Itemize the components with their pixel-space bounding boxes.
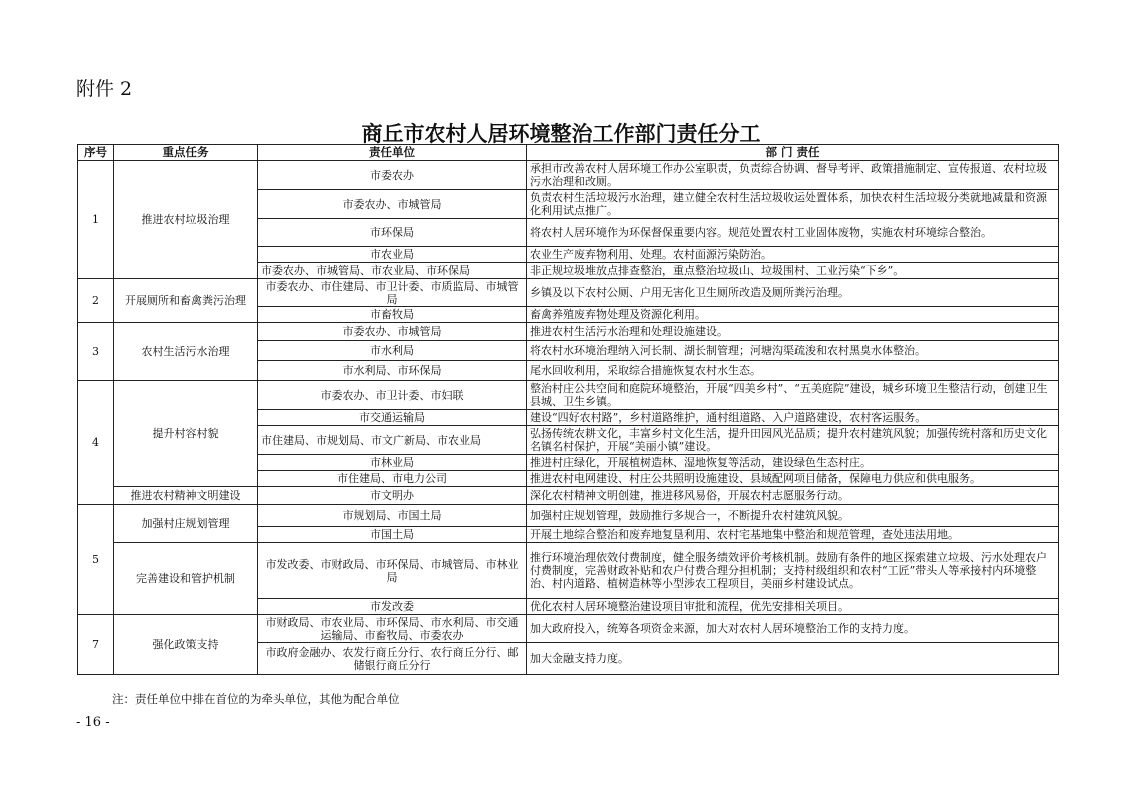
unit-cell: 市林业局 [258, 455, 527, 471]
responsibility-cell: 开展土地综合整治和废弃地复垦利用、农村宅基地集中整治和规范管理，查处违法用地。 [527, 527, 1059, 543]
responsibility-cell: 加大政府投入，统筹各项资金来源，加大对农村人居环境整治工作的支持力度。 [527, 615, 1059, 643]
responsibility-cell: 非正规垃圾堆放点排查整治，重点整治垃圾山、垃圾围村、工业污染“下乡”。 [527, 263, 1059, 279]
task-cell: 推进农村垃圾治理 [114, 161, 258, 279]
unit-cell: 市委农办、市城管局 [258, 190, 527, 219]
responsibility-cell: 深化农村精神文明创建，推进移风易俗，开展农村志愿服务行动。 [527, 487, 1059, 505]
task-cell: 推进农村精神文明建设 [114, 487, 258, 505]
responsibility-cell: 加大金融支持力度。 [527, 643, 1059, 675]
header-unit: 责任单位 [258, 145, 527, 161]
page-number: - 16 - [76, 715, 110, 730]
row-number: 3 [78, 323, 114, 381]
table-row [78, 279, 1059, 307]
unit-cell: 市政府金融办、农发行商丘分行、农行商丘分行、邮储银行商丘分行 [258, 643, 527, 675]
task-cell: 开展厕所和畜禽粪污治理 [114, 279, 258, 323]
responsibility-table [77, 144, 1059, 675]
table-row [78, 505, 1059, 527]
row-number: 1 [78, 161, 114, 279]
unit-cell: 市委农办、市城管局 [258, 323, 527, 341]
unit-cell: 市规划局、市国土局 [258, 505, 527, 527]
responsibility-cell: 乡镇及以下农村公厕、户用无害化卫生厕所改造及厕所粪污治理。 [527, 279, 1059, 307]
table-row [78, 161, 1059, 190]
row-number: 7 [78, 615, 114, 675]
unit-cell: 市委农办 [258, 161, 527, 190]
header-task: 重点任务 [114, 145, 258, 161]
responsibility-cell: 将农村水环境治理纳入河长制、湖长制管理；河塘沟渠疏浚和农村黑臭水体整治。 [527, 341, 1059, 361]
responsibility-cell: 负责农村生活垃圾污水治理，建立健全农村生活垃圾收运处置体系，加快农村生活垃圾分类就地减量和资源化利用试点推广。 [527, 190, 1059, 219]
unit-cell: 市发改委、市财政局、市环保局、市城管局、市林业局 [258, 543, 527, 599]
responsibility-cell: 推进农村生活污水治理和处理设施建设。 [527, 323, 1059, 341]
task-cell: 加强村庄规划管理 [114, 505, 258, 543]
header-no: 序号 [78, 145, 114, 161]
table-row [78, 543, 1059, 599]
unit-cell: 市水利局 [258, 341, 527, 361]
unit-cell: 市水利局、市环保局 [258, 361, 527, 381]
unit-cell: 市农业局 [258, 247, 527, 263]
table-row [78, 381, 1059, 410]
unit-cell: 市委农办、市城管局、市农业局、市环保局 [258, 263, 527, 279]
responsibility-cell: 畜禽养殖废弃物处理及资源化利用。 [527, 307, 1059, 323]
responsibility-cell: 农业生产废弃物利用、处理。农村面源污染防治。 [527, 247, 1059, 263]
table-row [78, 615, 1059, 643]
unit-cell: 市住建局、市规划局、市文广新局、市农业局 [258, 426, 527, 455]
unit-cell: 市环保局 [258, 219, 527, 247]
task-cell: 农村生活污水治理 [114, 323, 258, 381]
table-footnote: 注：责任单位中排在首位的为牵头单位，其他为配合单位 [112, 692, 400, 706]
unit-cell: 市交通运输局 [258, 410, 527, 426]
row-number: 4 [78, 381, 114, 505]
header-responsibility: 部 门 责任 [527, 145, 1059, 161]
attachment-label: 附件 2 [76, 78, 133, 100]
responsibility-cell: 将农村人居环境作为环保督保重要内容。规范处置农村工业固体废物，实施农村环境综合整治。 [527, 219, 1059, 247]
task-cell: 强化政策支持 [114, 615, 258, 675]
table-row [78, 323, 1059, 341]
task-cell: 提升村容村貌 [114, 381, 258, 487]
table-row [78, 487, 1059, 505]
unit-cell: 市国土局 [258, 527, 527, 543]
document-title: 商丘市农村人居环境整治工作部门责任分工 [361, 122, 761, 146]
responsibility-cell: 加强村庄规划管理，鼓励推行多规合一，不断提升农村建筑风貌。 [527, 505, 1059, 527]
responsibility-cell: 推进村庄绿化，开展植树造林、湿地恢复等活动，建设绿色生态村庄。 [527, 455, 1059, 471]
row-number: 2 [78, 279, 114, 323]
table-header-row [78, 145, 1059, 161]
responsibility-cell: 承担市改善农村人居环境工作办公室职责，负责综合协调、督导考评、政策措施制定、宣传报道、农村垃圾污水治理和改厕。 [527, 161, 1059, 190]
responsibility-cell: 建设“四好农村路”，乡村道路维护，通村组道路、入户道路建设，农村客运服务。 [527, 410, 1059, 426]
unit-cell: 市委农办、市卫计委、市妇联 [258, 381, 527, 410]
unit-cell: 市畜牧局 [258, 307, 527, 323]
unit-cell: 市发改委 [258, 599, 527, 615]
unit-cell: 市委农办、市住建局、市卫计委、市质监局、市城管局 [258, 279, 527, 307]
responsibility-cell: 弘扬传统农耕文化，丰富乡村文化生活，提升田园风光品质；提升农村建筑风貌；加强传统村落和历史文化名镇名村保护，开展“美丽小镇”建设。 [527, 426, 1059, 455]
unit-cell: 市财政局、市农业局、市环保局、市水利局、市交通运输局、市畜牧局、市委农办 [258, 615, 527, 643]
unit-cell: 市住建局、市电力公司 [258, 471, 527, 487]
task-cell: 完善建设和管护机制 [114, 543, 258, 615]
responsibility-cell: 推进农村电网建设、村庄公共照明设施建设、县域配网项目储备，保障电力供应和供电服务。 [527, 471, 1059, 487]
responsibility-cell: 优化农村人居环境整治建设项目审批和流程，优先安排相关项目。 [527, 599, 1059, 615]
row-number: 5 [78, 505, 114, 615]
responsibility-cell: 整治村庄公共空间和庭院环境整治，开展“四美乡村”、“五美庭院”建设，城乡环境卫生整洁行动，创建卫生县城、卫生乡镇。 [527, 381, 1059, 410]
unit-cell: 市文明办 [258, 487, 527, 505]
responsibility-cell: 尾水回收利用，采取综合措施恢复农村水生态。 [527, 361, 1059, 381]
responsibility-cell: 推行环境治理依效付费制度，健全服务绩效评价考核机制。鼓励有条件的地区探索建立垃圾、污水处理农户付费制度，完善财政补贴和农户付费合理分担机制；支持村级组织和农村“工匠”带头人等承接村内环境整治、村内道路、植树造林等小型涉农工程项目，美丽乡村建设试点。 [527, 543, 1059, 599]
